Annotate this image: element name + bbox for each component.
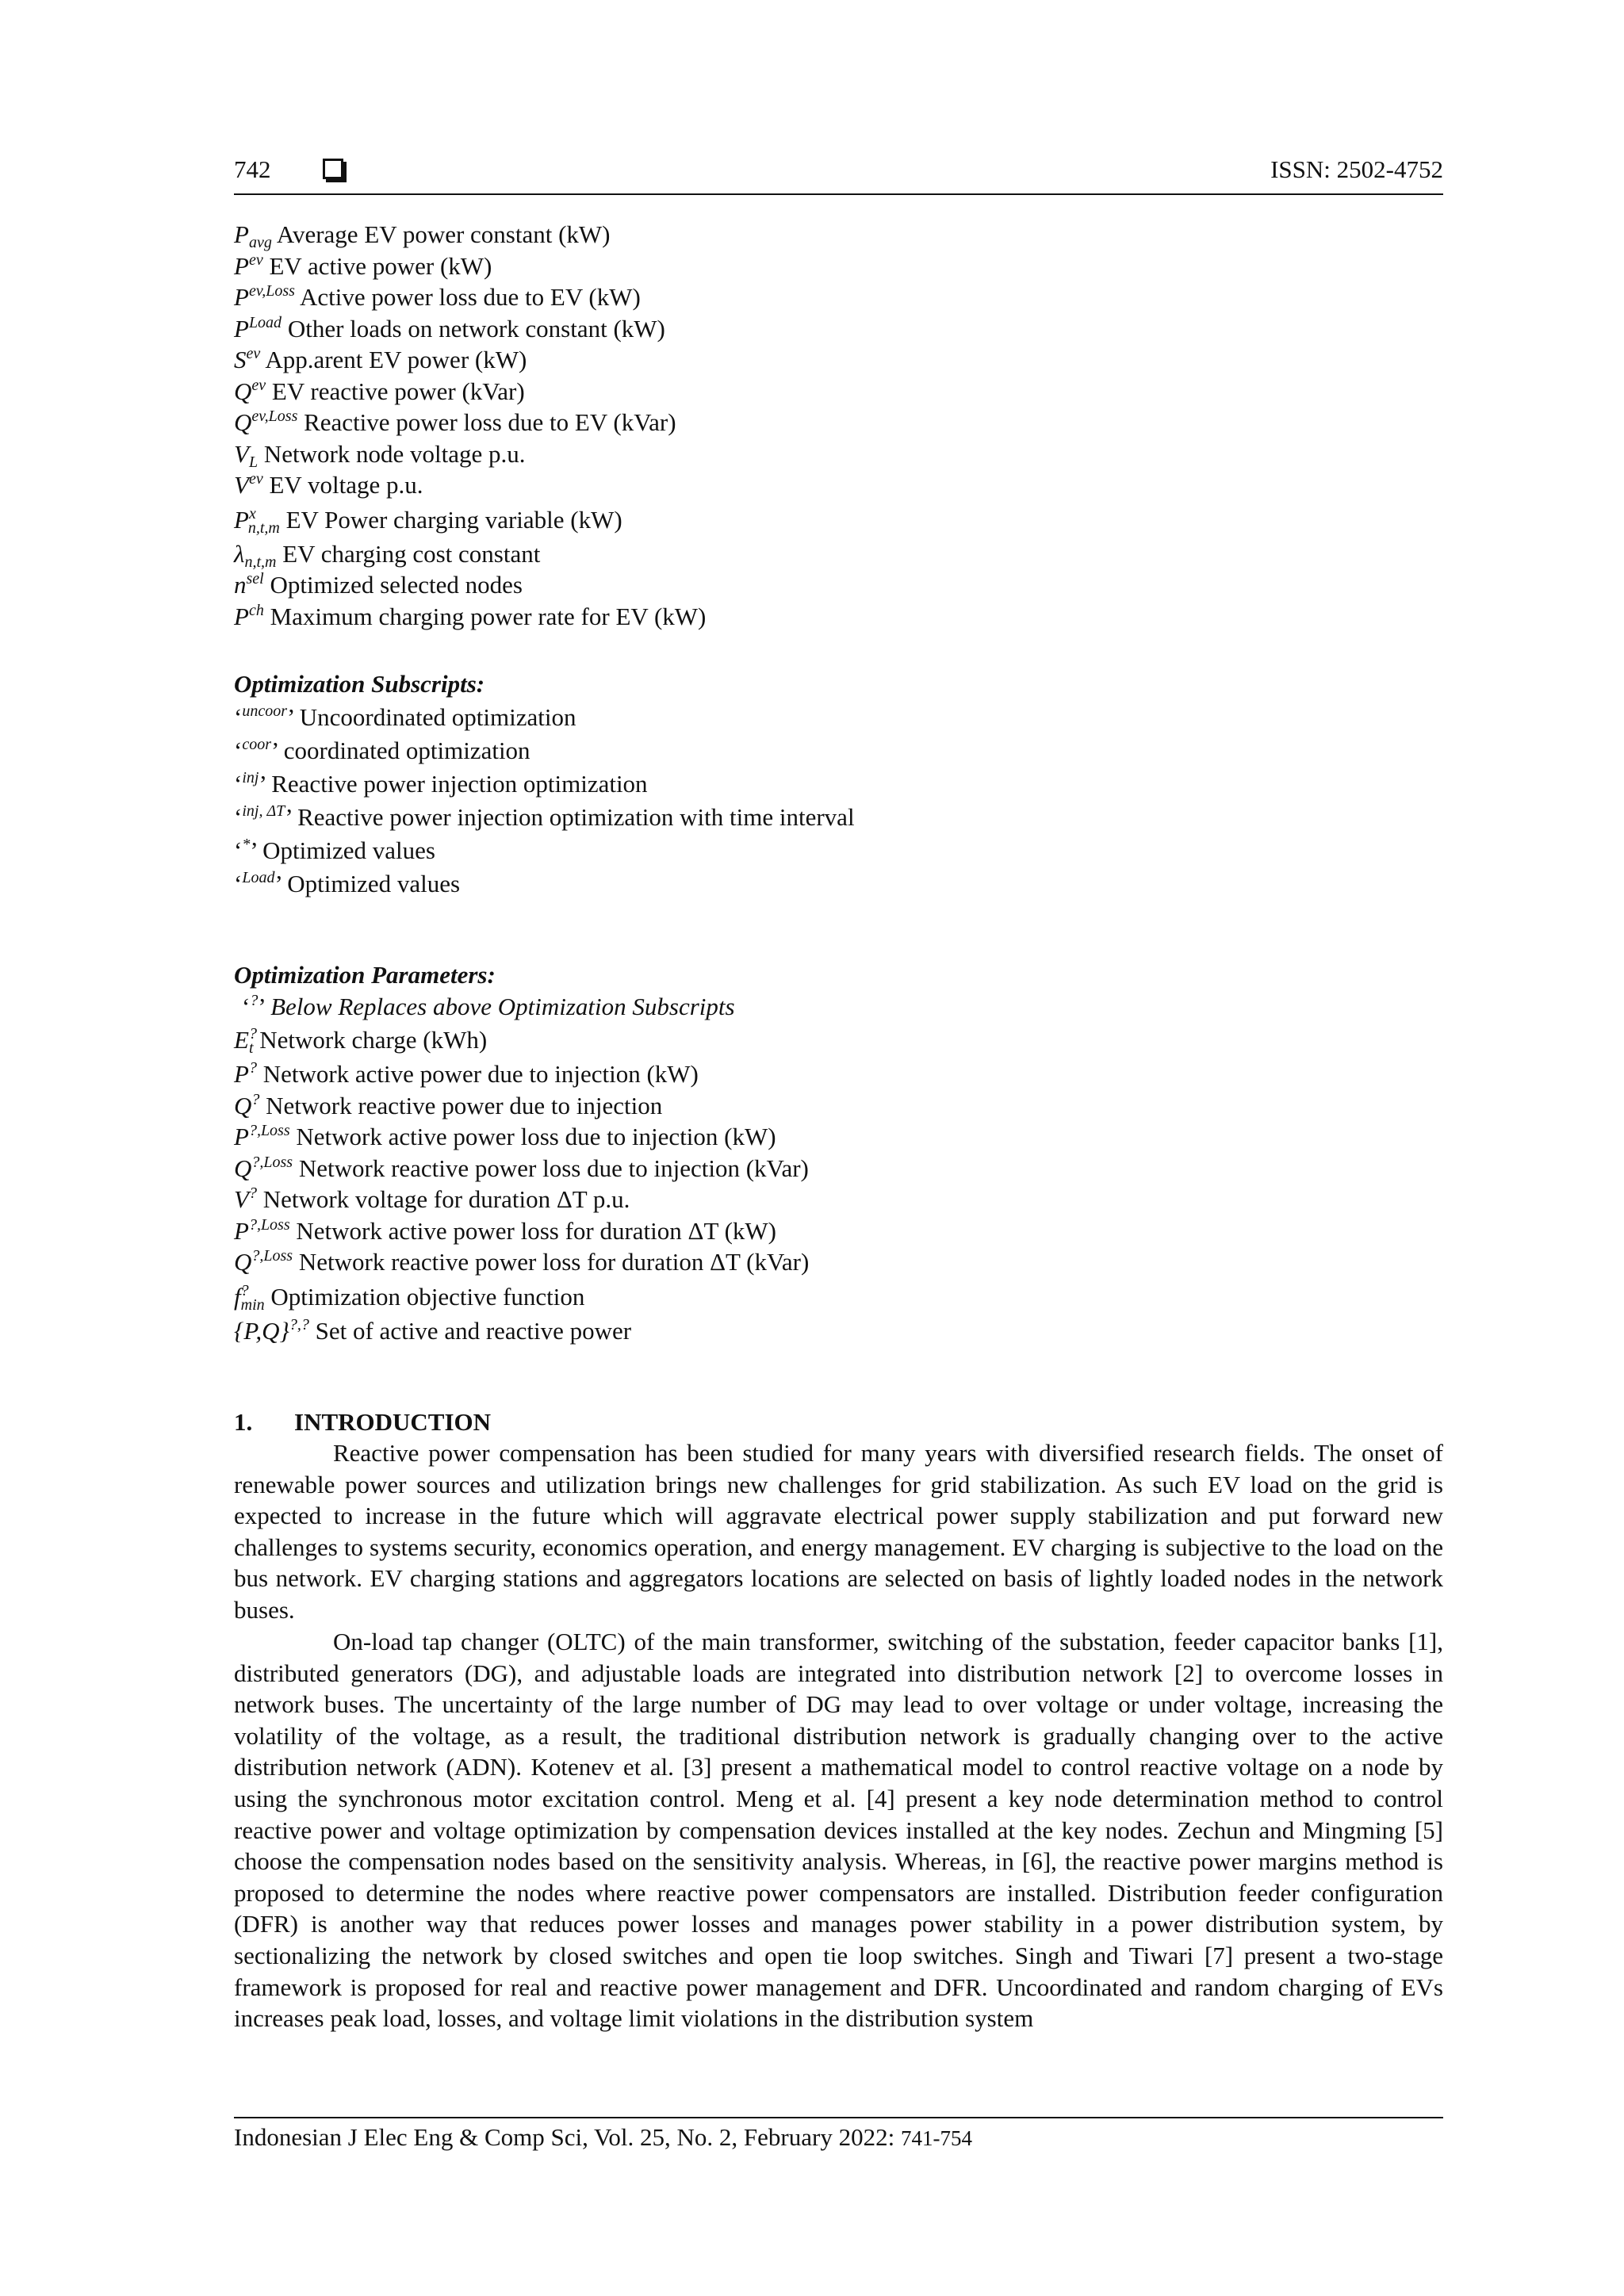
subscript-close-quote: ’ bbox=[285, 803, 292, 831]
page-number: 742 bbox=[234, 155, 271, 183]
page-header bbox=[234, 155, 1443, 190]
nomenclature-item bbox=[234, 501, 1443, 538]
parameter-superscript: ?,Loss bbox=[248, 1122, 290, 1139]
subscript-superscript: uncoor bbox=[242, 702, 287, 720]
section-heading bbox=[234, 1408, 491, 1437]
nomenclature-item bbox=[234, 281, 1443, 313]
nomenclature-description: Average EV power constant (kW) bbox=[276, 220, 611, 248]
footer-journal: Indonesian J Elec Eng & Comp Sci, Vol. 25, No. 2, February 2022: bbox=[234, 2123, 901, 2151]
nomenclature-description: EV active power (kW) bbox=[269, 251, 492, 280]
nomenclature-item bbox=[234, 538, 1443, 570]
parameter-superscript: ?,Loss bbox=[248, 1215, 290, 1234]
nomenclature-description: EV charging cost constant bbox=[282, 539, 541, 568]
nomenclature-superscript: ev,Loss bbox=[248, 282, 295, 300]
subscript-item bbox=[234, 834, 1443, 867]
parameter-symbol: V bbox=[234, 1185, 249, 1213]
subscript-open-quote: ‘ bbox=[234, 703, 243, 731]
parameter-symbol: E bbox=[234, 1026, 249, 1054]
page-footer bbox=[234, 2123, 972, 2152]
nomenclature-symbol: P bbox=[234, 505, 249, 534]
parameter-symbol: Q bbox=[234, 1091, 252, 1119]
nomenclature-superscript: ev bbox=[251, 376, 266, 394]
parameters-heading: Optimization Parameters: bbox=[234, 961, 496, 989]
parameter-superscript: ? bbox=[240, 1281, 249, 1299]
nomenclature-symbol: P bbox=[234, 283, 249, 311]
parameter-item bbox=[234, 1215, 1443, 1247]
parameter-description: Network reactive power due to injection bbox=[266, 1091, 663, 1119]
parameter-item bbox=[234, 1090, 1443, 1122]
parameter-description: Network reactive power loss for duration ΔT (kVar) bbox=[298, 1248, 810, 1276]
parameter-superscript: ?,Loss bbox=[251, 1153, 293, 1171]
nomenclature-subscript: n,t,m bbox=[244, 553, 277, 571]
parameters-note-description: Below Replaces above Optimization Subscripts bbox=[270, 993, 735, 1020]
nomenclature-symbol: P bbox=[234, 314, 249, 342]
subscript-description: coordinated optimization bbox=[283, 737, 530, 764]
nomenclature-item bbox=[234, 601, 1443, 633]
subscripts-list bbox=[234, 701, 1443, 901]
header-rule bbox=[234, 193, 1443, 195]
parameter-symbol: P bbox=[234, 1060, 249, 1088]
nomenclature-list bbox=[234, 219, 1443, 632]
nomenclature-description: Other loads on network constant (kW) bbox=[287, 314, 665, 342]
nomenclature-item bbox=[234, 313, 1443, 345]
nomenclature-symbol: S bbox=[234, 346, 247, 373]
section-number: 1. bbox=[234, 1408, 253, 1436]
subscript-item bbox=[234, 701, 1443, 734]
subscript-superscript: inj, ΔT bbox=[242, 802, 285, 820]
nomenclature-symbol: P bbox=[234, 220, 249, 248]
square-box-icon bbox=[323, 159, 343, 179]
parameter-superscript: ? bbox=[248, 1025, 257, 1043]
paragraph-2: On-load tap changer (OLTC) of the main transformer, switching of the substation, feeder capacitor banks [1], distributed generators (DG), and adjustable loads are integrated into distribution network [2] to overcome losses in network buses. The uncertainty of the large number of DG may lead to over voltage or under voltage, increasing the volatility of the voltage, as a result, the traditional distribution network is gradually changing over to the active distribution network (ADN). Kotenev et al. [3] present a mathematical model to control reactive voltage on a node by using the synchronous motor excitation control. Meng et al. [4] present a key node determination method to control reactive power and voltage optimization by compensation devices installed at the key nodes. Zechun and Mingming [5] choose the compensation nodes based on the sensitivity analysis. Whereas, in [6], the reactive power margins method is proposed to determine the nodes where reactive power compensators are installed. Distribution feeder configuration (DFR) is another way that reduces power losses and manages power stability in a power distribution system, by sectionalizing the network by closed switches and open tie loop switches. Singh and Tiwari [7] present a two-stage framework is proposed for real and reactive power management and DFR. Uncoordinated and random charging of EVs increases peak load, losses, and voltage limit violations in the distribution system bbox=[234, 1628, 1443, 2033]
subscript-description: Reactive power injection optimization bbox=[271, 770, 648, 798]
parameter-description: Network voltage for duration ΔT p.u. bbox=[262, 1185, 630, 1213]
nomenclature-symbol: Q bbox=[234, 377, 252, 405]
parameter-symbol: P bbox=[234, 1216, 249, 1245]
nomenclature-item bbox=[234, 344, 1443, 376]
parameter-description: Network reactive power loss due to injection (kVar) bbox=[298, 1154, 809, 1182]
nomenclature-symbol: V bbox=[234, 471, 249, 499]
nomenclature-superscript: ev bbox=[248, 470, 263, 488]
parameters-note-open-quote: ‘ bbox=[242, 993, 251, 1020]
nomenclature-item bbox=[234, 219, 1443, 251]
nomenclature-subscript: n,t,m bbox=[247, 519, 280, 537]
parameter-symbol: Q bbox=[234, 1154, 252, 1182]
nomenclature-description: EV reactive power (kVar) bbox=[271, 377, 525, 405]
subscript-open-quote: ‘ bbox=[234, 803, 243, 831]
subscript-close-quote: ’ bbox=[259, 770, 266, 798]
nomenclature-description: Maximum charging power rate for EV (kW) bbox=[270, 602, 707, 630]
subscript-superscript: Load bbox=[242, 869, 275, 886]
subscript-open-quote: ‘ bbox=[234, 737, 243, 764]
nomenclature-description: EV voltage p.u. bbox=[269, 471, 423, 499]
parameter-superscript: ?,? bbox=[289, 1315, 309, 1334]
parameter-item bbox=[234, 1058, 1443, 1090]
subscript-item bbox=[234, 767, 1443, 801]
subscript-close-quote: ’ bbox=[250, 836, 257, 864]
subscripts-heading: Optimization Subscripts: bbox=[234, 670, 485, 698]
parameter-symbol: Q bbox=[234, 1248, 252, 1276]
nomenclature-subscript: L bbox=[248, 453, 259, 471]
parameter-item bbox=[234, 1246, 1443, 1278]
footer-pages: 741-754 bbox=[900, 2126, 972, 2150]
parameter-item bbox=[234, 1153, 1443, 1184]
parameter-item bbox=[234, 1021, 1443, 1058]
footer-rule bbox=[234, 2117, 1443, 2118]
section-title: INTRODUCTION bbox=[294, 1408, 492, 1436]
parameters-note-superscript: ? bbox=[250, 992, 259, 1009]
parameter-subscript: t bbox=[248, 1039, 254, 1057]
subscript-close-quote: ’ bbox=[274, 870, 282, 897]
subscript-description: Reactive power injection optimization with time interval bbox=[297, 803, 855, 831]
parameter-item bbox=[234, 1121, 1443, 1153]
parameter-superscript: ? bbox=[251, 1090, 260, 1108]
subscript-item bbox=[234, 734, 1443, 767]
parameters-note bbox=[234, 991, 1451, 1023]
nomenclature-item bbox=[234, 376, 1443, 408]
parameter-superscript: ?,Loss bbox=[251, 1247, 293, 1265]
nomenclature-item bbox=[234, 407, 1443, 438]
parameter-description: Set of active and reactive power bbox=[315, 1316, 632, 1345]
subscript-close-quote: ’ bbox=[271, 737, 278, 764]
parameter-description: Optimization objective function bbox=[270, 1282, 585, 1311]
nomenclature-superscript: x bbox=[248, 504, 256, 522]
nomenclature-description: Optimized selected nodes bbox=[270, 571, 523, 599]
nomenclature-superscript: ch bbox=[248, 601, 264, 619]
nomenclature-description: Reactive power loss due to EV (kVar) bbox=[304, 408, 676, 436]
parameters-note-item bbox=[242, 991, 1451, 1023]
parameter-symbol: P bbox=[234, 1123, 249, 1150]
subscript-superscript: * bbox=[242, 836, 251, 853]
nomenclature-superscript: ev bbox=[248, 251, 263, 269]
subscript-item bbox=[234, 801, 1443, 834]
nomenclature-item bbox=[234, 251, 1443, 282]
nomenclature-symbol: λ bbox=[234, 539, 245, 568]
parameter-item bbox=[234, 1184, 1443, 1215]
subscript-superscript: inj bbox=[242, 769, 259, 786]
nomenclature-symbol: n bbox=[234, 571, 247, 599]
parameter-description: Network charge (kWh) bbox=[259, 1026, 488, 1054]
paragraph-1: Reactive power compensation has been studied for many years with diversified research fields. The onset of renewable power sources and utilization brings new challenges for grid stabilization. As such EV load on the grid is expected to increase in the future which will aggravate electrical power supply stabilization and put forward new challenges to systems security, economics operation, and energy management. EV charging is subjective to the load on the bus network. EV charging stations and aggregators locations are selected on basis of lightly loaded nodes in the network buses. bbox=[234, 1439, 1443, 1624]
parameter-symbol: f bbox=[234, 1282, 241, 1311]
subscript-description: Optimized values bbox=[287, 870, 461, 897]
subscript-item bbox=[234, 867, 1443, 901]
issn-label: ISSN: 2502-4752 bbox=[1270, 155, 1443, 183]
parameter-superscript: ? bbox=[248, 1059, 257, 1077]
nomenclature-item bbox=[234, 569, 1443, 601]
parameter-symbol: {P,Q} bbox=[234, 1316, 289, 1345]
parameter-item bbox=[234, 1278, 1443, 1315]
subscript-open-quote: ‘ bbox=[234, 870, 243, 897]
nomenclature-subscript: avg bbox=[248, 234, 272, 251]
parameters-list bbox=[234, 1021, 1443, 1346]
subscript-open-quote: ‘ bbox=[234, 770, 243, 798]
subscript-superscript: coor bbox=[242, 736, 271, 753]
nomenclature-symbol: V bbox=[234, 439, 249, 468]
nomenclature-item bbox=[234, 469, 1443, 501]
nomenclature-superscript: ev bbox=[246, 345, 261, 362]
parameter-description: Network active power loss for duration ΔT (kW) bbox=[296, 1216, 776, 1245]
nomenclature-description: App.arent EV power (kW) bbox=[265, 346, 527, 373]
nomenclature-superscript: Load bbox=[248, 313, 282, 331]
nomenclature-superscript: ev,Loss bbox=[251, 408, 298, 425]
nomenclature-symbol: Q bbox=[234, 408, 252, 436]
parameter-description: Network active power loss due to injection (kW) bbox=[296, 1123, 776, 1150]
nomenclature-item bbox=[234, 438, 1443, 470]
subscript-close-quote: ’ bbox=[287, 703, 294, 731]
nomenclature-symbol: P bbox=[234, 602, 249, 630]
parameter-description: Network active power due to injection (kW) bbox=[262, 1060, 699, 1088]
nomenclature-symbol: P bbox=[234, 251, 249, 280]
nomenclature-superscript: sel bbox=[246, 570, 264, 587]
parameter-item bbox=[234, 1315, 1443, 1347]
subscript-open-quote: ‘ bbox=[234, 836, 243, 864]
parameters-note-close-quote: ’ bbox=[258, 993, 265, 1020]
parameter-subscript: min bbox=[240, 1295, 265, 1314]
nomenclature-description: Active power loss due to EV (kW) bbox=[299, 283, 641, 311]
nomenclature-description: EV Power charging variable (kW) bbox=[285, 505, 622, 534]
subscript-description: Uncoordinated optimization bbox=[299, 703, 576, 731]
subscript-description: Optimized values bbox=[262, 836, 435, 864]
parameter-superscript: ? bbox=[248, 1184, 257, 1202]
nomenclature-description: Network node voltage p.u. bbox=[263, 439, 526, 468]
